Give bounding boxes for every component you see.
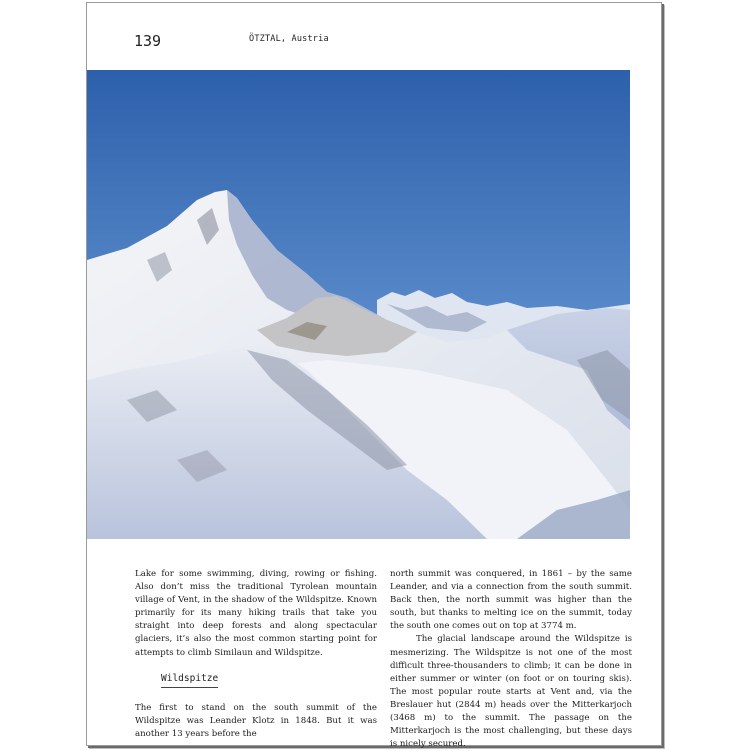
mountain-photo xyxy=(87,70,630,539)
text-column-right xyxy=(390,568,632,751)
section-heading: Wildspitze xyxy=(161,672,218,688)
paragraph: The glacial landscape around the Wildspitze is mesmerizing. The Wildspitze is not one of the most difficult three-thousanders to climb; it can be done in either summer or winter (on foot or on touring skis). The most popular route starts at Vent and, via the Breslauer hut (2844 m) heads over the Mitterkarjoch (3468 m) to the summit. The passage on the Mitterkarjoch is the most challenging, but these days is nicely secured. xyxy=(390,634,632,750)
text-column-left xyxy=(135,568,377,741)
paragraph: The first to stand on the south summit of the Wildspitze was Leander Klotz in 1848. But it was another 13 years before the xyxy=(135,702,377,739)
running-head: ÖTZTAL, Austria xyxy=(249,34,329,44)
paragraph: north summit was conquered, in 1861 – by the same Leander, and via a connection from the south summit. Back then, the north summit was higher than the south, but thanks to melting ice on the summit, today the south one comes out on top at 3774 m. xyxy=(390,569,632,632)
paragraph: Lake for some swimming, diving, rowing or fishing. Also don’t miss the traditional Tyrolean mountain village of Vent, in the shadow of the Wildspitze. Known primarily for its many hiking trails that take you straight into deep forests and along spectacular glaciers, it’s also the most common starting point for attempts to climb Similaun and Wildspitze. xyxy=(135,569,377,658)
page-number: 139 xyxy=(134,32,162,50)
